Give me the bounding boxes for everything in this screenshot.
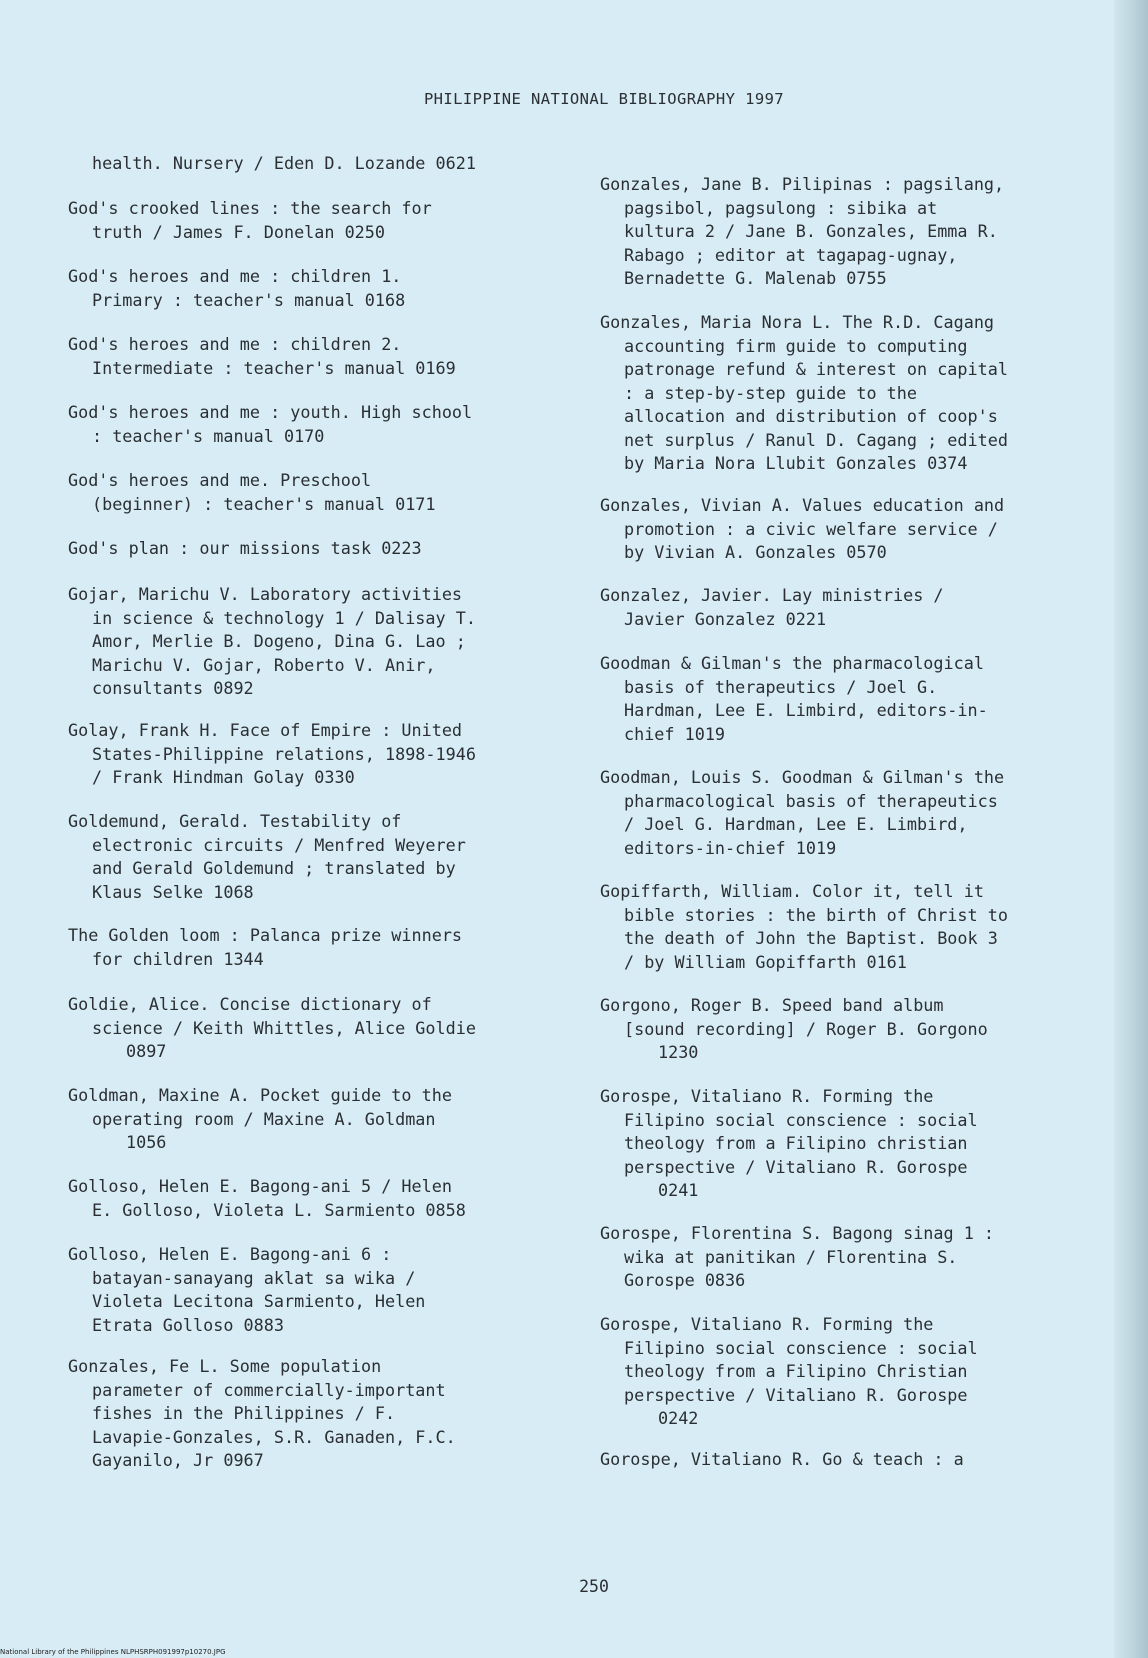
- bibliography-entry: [600, 1085, 978, 1203]
- entry-line: perspective / Vitaliano R. Gorospe: [624, 1384, 968, 1405]
- entry-line: wika at panitikan / Florentina S.: [624, 1246, 958, 1267]
- entry-line: Golloso, Helen E. Bagong-ani 5 / Helen: [68, 1176, 452, 1196]
- bibliography-entry: [600, 173, 1004, 291]
- bibliography-entry: [68, 583, 476, 701]
- entry-line: / Joel G. Hardman, Lee E. Limbird,: [624, 814, 968, 834]
- entry-line: Filipino social conscience : social: [624, 1109, 978, 1130]
- entry-line: : a step-by-step guide to the: [624, 382, 917, 403]
- entry-line: E. Golloso, Violeta L. Sarmiento 0858: [92, 1199, 466, 1220]
- entry-line: accounting firm guide to computing: [624, 335, 968, 356]
- entry-line: 0241: [658, 1180, 699, 1200]
- entry-line: science / Keith Whittles, Alice Goldie: [92, 1017, 476, 1038]
- entry-line: perspective / Vitaliano R. Gorospe: [624, 1156, 968, 1177]
- bibliography-entry: [600, 1313, 978, 1431]
- entry-line: Primary : teacher's manual 0168: [92, 289, 406, 310]
- entry-line: net surplus / Ranul D. Cagang ; edited: [624, 429, 1008, 450]
- bibliography-entry: [68, 1243, 425, 1337]
- entry-line: Bernadette G. Malenab 0755: [624, 268, 887, 288]
- entry-line: health. Nursery / Eden D. Lozande 0621: [92, 153, 476, 173]
- entry-line: Goldman, Maxine A. Pocket guide to the: [68, 1085, 452, 1105]
- entry-line: for children 1344: [92, 948, 264, 969]
- entry-line: : teacher's manual 0170: [92, 425, 325, 446]
- entry-line: truth / James F. Donelan 0250: [92, 221, 385, 242]
- entry-line: Golay, Frank H. Face of Empire : United: [68, 720, 463, 740]
- entry-line: Gorgono, Roger B. Speed band album: [600, 995, 944, 1015]
- entry-line: Filipino social conscience : social: [624, 1337, 978, 1358]
- entry-line: Marichu V. Gojar, Roberto V. Anir,: [92, 654, 436, 675]
- entry-line: God's heroes and me : children 2.: [68, 334, 402, 354]
- entry-line: in science & technology 1 / Dalisay T.: [92, 607, 476, 628]
- entry-line: Violeta Lecitona Sarmiento, Helen: [92, 1291, 426, 1311]
- entry-line: Goldemund, Gerald. Testability of: [68, 811, 402, 831]
- entry-line: Gonzales, Fe L. Some population: [68, 1356, 382, 1376]
- entry-line: Gayanilo, Jr 0967: [92, 1450, 264, 1470]
- entry-line: fishes in the Philippines / F.: [92, 1403, 396, 1423]
- entry-line: God's heroes and me : youth. High school: [68, 402, 473, 422]
- entry-line: consultants 0892: [92, 678, 254, 698]
- entry-line: Goldie, Alice. Concise dictionary of: [68, 994, 432, 1014]
- bibliography-entry: [68, 924, 462, 971]
- bibliography-entry: [600, 652, 988, 746]
- page-number: 250: [579, 1577, 609, 1596]
- entry-line: (beginner) : teacher's manual 0171: [92, 493, 436, 514]
- bibliography-entry: [600, 1448, 964, 1472]
- entry-line: [sound recording] / Roger B. Gorgono: [624, 1018, 988, 1039]
- bibliography-entry: [600, 1222, 994, 1293]
- entry-line: God's heroes and me : children 1.: [68, 266, 402, 286]
- entry-line: by Maria Nora Llubit Gonzales 0374: [624, 453, 968, 473]
- entry-line: by Vivian A. Gonzales 0570: [624, 542, 887, 562]
- entry-line: Gorospe, Vitaliano R. Forming the: [600, 1314, 934, 1334]
- bibliography-entry: [600, 311, 1008, 476]
- entry-line: 1056: [126, 1132, 167, 1152]
- entry-line: promotion : a civic welfare service /: [624, 518, 998, 539]
- bibliography-entry: [600, 584, 944, 631]
- entry-line: Gopiffarth, William. Color it, tell it: [600, 881, 984, 901]
- page-edge-shadow: [1114, 0, 1148, 1658]
- entry-line: Amor, Merlie B. Dogeno, Dina G. Lao ;: [92, 631, 466, 651]
- bibliography-entry: [68, 993, 476, 1064]
- entry-line: Etrata Golloso 0883: [92, 1314, 284, 1335]
- entry-line: / Frank Hindman Golay 0330: [92, 767, 355, 787]
- bibliography-entry: [68, 401, 472, 448]
- entry-line: Goodman, Louis S. Goodman & Gilman's the: [600, 767, 1005, 787]
- entry-line: God's crooked lines : the search for: [68, 198, 432, 218]
- entry-line: Gorospe, Florentina S. Bagong sinag 1 :: [600, 1223, 995, 1243]
- entry-line: Rabago ; editor at tagapag-ugnay,: [624, 244, 958, 265]
- bibliography-entry: [68, 1175, 466, 1222]
- entry-line: Gonzales, Jane B. Pilipinas : pagsilang,: [600, 174, 1005, 194]
- entry-line: and Gerald Goldemund ; translated by: [92, 858, 456, 878]
- entry-line: The Golden loom : Palanca prize winners: [68, 925, 463, 945]
- bibliography-entry: [68, 469, 436, 516]
- entry-line: the death of John the Baptist. Book 3: [624, 928, 998, 948]
- entry-line: Gorospe 0836: [624, 1270, 746, 1290]
- entry-line: Gojar, Marichu V. Laboratory activities: [68, 584, 463, 604]
- scan-footer-note: National Library of the Philippines NLPHSRPH091997p10270.JPG: [0, 1648, 226, 1656]
- entry-line: Gonzalez, Javier. Lay ministries /: [600, 585, 944, 605]
- entry-line: Goodman & Gilman's the pharmacological: [600, 653, 984, 673]
- entry-line: Javier Gonzalez 0221: [624, 608, 827, 629]
- bibliography-entry: [600, 494, 1004, 565]
- entry-line: theology from a Filipino christian: [624, 1133, 968, 1153]
- bibliography-entry: [68, 265, 405, 312]
- entry-line: Intermediate : teacher's manual 0169: [92, 357, 456, 378]
- entry-line: 0897: [126, 1041, 167, 1061]
- entry-line: / by William Gopiffarth 0161: [624, 951, 907, 972]
- entry-line: operating room / Maxine A. Goldman: [92, 1108, 436, 1129]
- entry-line: electronic circuits / Menfred Weyerer: [92, 834, 466, 855]
- entry-line: Gorospe, Vitaliano R. Go & teach : a: [600, 1449, 964, 1469]
- bibliography-entry: [68, 1355, 456, 1473]
- bibliography-entry: [68, 197, 432, 244]
- bibliography-entry: [600, 880, 1008, 974]
- entry-line: Golloso, Helen E. Bagong-ani 6 :: [68, 1244, 392, 1264]
- entry-line: 0242: [658, 1408, 699, 1428]
- entry-line: Klaus Selke 1068: [92, 881, 254, 902]
- entry-line: editors-in-chief 1019: [624, 837, 837, 858]
- bibliography-entry: [68, 719, 476, 790]
- entry-line: Hardman, Lee E. Limbird, editors-in-: [624, 700, 988, 720]
- entry-line: States-Philippine relations, 1898-1946: [92, 743, 476, 764]
- entry-line: Gonzales, Vivian A. Values education and: [600, 495, 1005, 515]
- bibliography-entry: [600, 994, 988, 1065]
- entry-line: theology from a Filipino Christian: [624, 1361, 968, 1381]
- bibliography-entry: [68, 152, 476, 176]
- bibliography-entry: [600, 766, 1004, 860]
- entry-line: bible stories : the birth of Christ to: [624, 904, 1008, 925]
- bibliography-entry: [68, 810, 466, 904]
- entry-line: batayan-sanayang aklat sa wika /: [92, 1267, 416, 1288]
- entry-line: Gorospe, Vitaliano R. Forming the: [600, 1086, 934, 1106]
- entry-line: patronage refund & interest on capital: [624, 359, 1008, 379]
- entry-line: parameter of commercially-important: [92, 1379, 446, 1400]
- entry-line: God's plan : our missions task 0223: [68, 538, 422, 558]
- bibliography-entry: [68, 1084, 452, 1155]
- entry-line: basis of therapeutics / Joel G.: [624, 676, 938, 697]
- bibliography-entry: [68, 333, 456, 380]
- entry-line: pharmacological basis of therapeutics: [624, 790, 998, 811]
- bibliography-entry: [68, 537, 422, 561]
- entry-line: allocation and distribution of coop's: [624, 406, 998, 426]
- entry-line: chief 1019: [624, 723, 726, 744]
- entry-line: kultura 2 / Jane B. Gonzales, Emma R.: [624, 221, 998, 241]
- entry-line: pagsibol, pagsulong : sibika at: [624, 197, 938, 218]
- entry-line: Lavapie-Gonzales, S.R. Ganaden, F.C.: [92, 1426, 456, 1447]
- entry-line: 1230: [658, 1042, 699, 1062]
- entry-line: God's heroes and me. Preschool: [68, 470, 372, 490]
- entry-line: Gonzales, Maria Nora L. The R.D. Cagang: [600, 312, 995, 332]
- page-header: PHILIPPINE NATIONAL BIBLIOGRAPHY 1997: [423, 90, 785, 108]
